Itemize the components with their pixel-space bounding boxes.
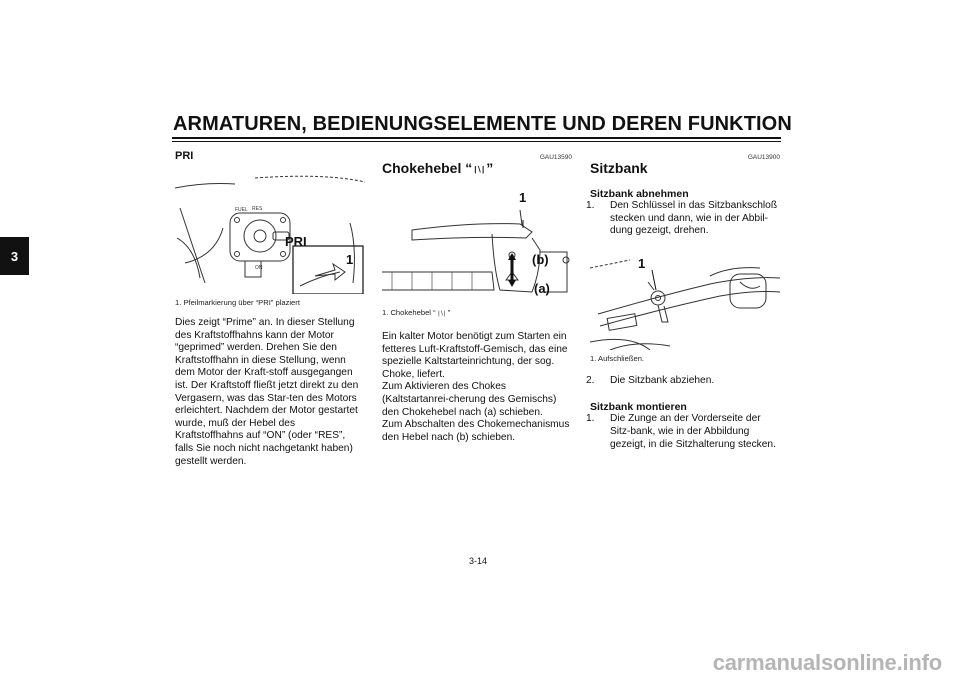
- step-text: Den Schlüssel in das Sitzbankschloß stecken und dann, wie in der Abbil-dung gezeigt, drehen.: [610, 200, 778, 237]
- label-pri: PRI: [285, 234, 307, 249]
- page-title: ARMATUREN, BEDIENUNGSELEMENTE UND DEREN FUNKTION: [173, 113, 792, 135]
- title-rule-thin: [172, 141, 781, 142]
- label-fuel: FUEL: [235, 207, 248, 213]
- step-number: 2.: [586, 374, 595, 386]
- label-a: (a): [534, 281, 550, 296]
- body-paragraph-3: Zum Abschalten des Chokemechanismus den Hebel nach (b) schieben.: [382, 419, 570, 443]
- step-number: 1.: [586, 200, 595, 211]
- figure-caption-choke: [382, 308, 572, 317]
- section-code: GAU13590: [539, 154, 572, 161]
- figure-seat-lock: [590, 246, 780, 350]
- step-text: Die Sitzbank abziehen.: [610, 374, 715, 386]
- label-res: RES: [252, 206, 263, 212]
- subheading-remove-seat: Sitzbank abnehmen: [590, 188, 689, 200]
- caption-suffix: ”: [447, 308, 451, 317]
- heading-prefix: Chokehebel “: [382, 160, 473, 176]
- step-number: 1.: [586, 413, 595, 425]
- column-choke: [382, 150, 572, 444]
- figure-caption-seat: 1. Aufschließen.: [590, 353, 645, 363]
- body-paragraph-1: Ein kalter Motor benötigt zum Starten ein fetteres Luft-Kraftstoff-Gemisch, das eine spezielle Kaltstarteinrichtung, der sog. Choke, liefert.: [382, 331, 568, 380]
- label-b: (b): [532, 252, 549, 267]
- section-code: GAU13900: [747, 154, 780, 161]
- callout-1: 1: [638, 255, 646, 271]
- figure-choke-lever: [382, 180, 572, 304]
- section-heading-choke: [382, 160, 572, 176]
- fuel-cock-illustration: [175, 168, 365, 294]
- choke-lever-illustration: [382, 180, 572, 304]
- column-pri: [175, 150, 365, 468]
- title-rule: [172, 137, 781, 139]
- step-text: Die Zunge an der Vorderseite der Sitz-bank, wie in der Abbildung gezeigt, in die Sitzhalterung stecken.: [610, 413, 776, 450]
- body-paragraph-2: Zum Aktivieren des Chokes (Kaltstartanrei-cherung des Gemischs) den Chokehebel nach (a) schieben.: [382, 381, 557, 418]
- caption-prefix: 1. Chokehebel “: [382, 308, 436, 317]
- label-on: ON: [255, 265, 263, 271]
- step-2-remove: [586, 374, 780, 388]
- column-seat: [586, 150, 780, 451]
- section-heading-seat: Sitzbank: [590, 160, 648, 176]
- choke-symbol-icon: |∖|: [474, 164, 485, 174]
- page-number: 3-14: [469, 556, 488, 566]
- heading-suffix: ”: [486, 160, 494, 176]
- figure-caption-pri: 1. Pfeilmarkierung über “PRI” plaziert: [175, 298, 300, 307]
- seat-lock-illustration: [590, 246, 780, 350]
- callout-1: 1: [346, 252, 354, 267]
- step-1-install: [586, 413, 780, 451]
- chapter-tab: 3: [0, 237, 29, 275]
- callout-1: 1: [519, 190, 527, 205]
- body-text-pri: Dies zeigt “Prime” an. In dieser Stellung des Kraftstoffhahns kann der Motor “geprimed” werden. Drehen Sie den Kraftstoffhahn in diese Stellung, wenn dem Motor der Kraft-stoff ausgegangen ist. Der Kraftstoff fließt jetzt direkt zu den Vergasern, was das Star-ten des Motors erleichtert. Nachdem der Motor gestartet wurde, muß der Hebel des Kraftstoffhahns auf “ON” (oder “RES”, falls Sie noch nicht nachgetankt haben) gestellt werden.: [175, 317, 359, 467]
- section-heading-pri: PRI: [175, 150, 194, 162]
- subheading-install-seat: Sitzbank montieren: [590, 401, 687, 414]
- step-1-remove: [586, 200, 780, 238]
- choke-symbol-icon: |∖|: [438, 311, 446, 317]
- figure-fuel-cock: [175, 168, 365, 294]
- watermark: carmanualsonline.info: [712, 650, 942, 675]
